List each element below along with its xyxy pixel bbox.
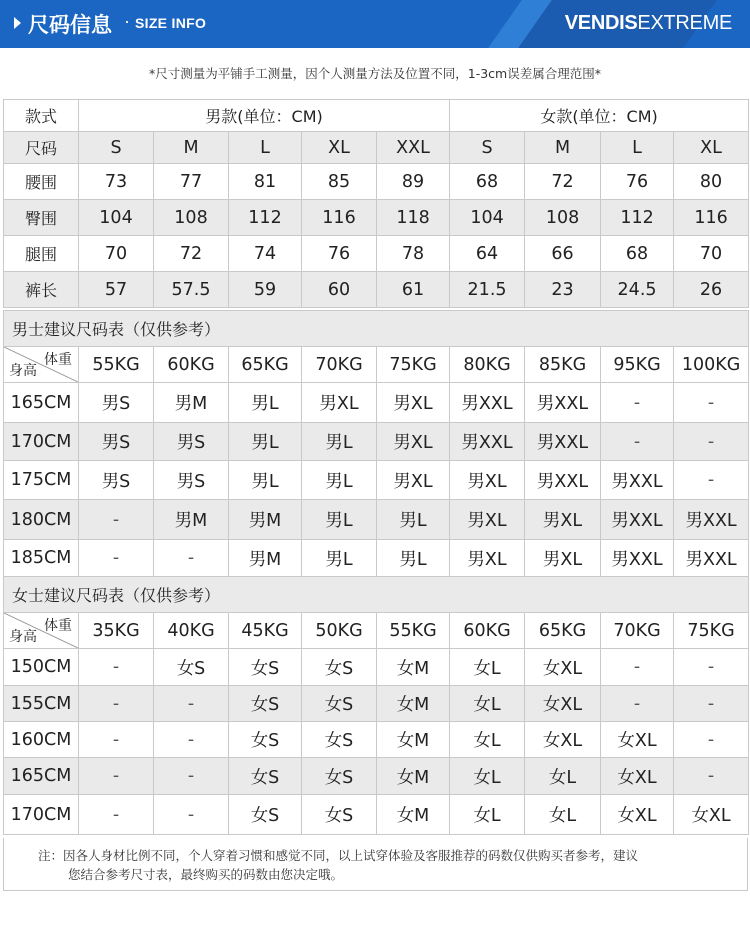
recommended-size: 女S — [229, 795, 302, 835]
weight-height-corner — [4, 613, 79, 649]
measurement-value: 78 — [377, 236, 450, 272]
measurement-value: 21.5 — [450, 272, 525, 308]
weight-cell: 65KG — [525, 613, 601, 649]
measurement-value: 66 — [525, 236, 601, 272]
weight-cell: 75KG — [674, 613, 749, 649]
measurement-value: 116 — [302, 200, 377, 236]
footnote — [3, 838, 748, 891]
height-cell: 175CM — [4, 461, 79, 500]
recommended-size: 男XL — [450, 540, 525, 577]
recommended-size: 女L — [450, 649, 525, 686]
recommendation-row — [4, 540, 749, 577]
measurement-value: 89 — [377, 164, 450, 200]
page-title: 尺码信息 — [28, 13, 112, 37]
size-cell: M — [154, 132, 229, 164]
recommended-size: 女XL — [525, 649, 601, 686]
women-size-table — [3, 576, 749, 835]
recommendation-row — [4, 722, 749, 758]
recommended-size: 女M — [377, 649, 450, 686]
recommended-size: 女M — [377, 795, 450, 835]
recommended-size: 男M — [229, 540, 302, 577]
recommended-size: 男M — [229, 500, 302, 540]
recommended-size: - — [674, 461, 749, 500]
recommended-size: 男XXL — [525, 383, 601, 423]
weight-cell: 50KG — [302, 613, 377, 649]
height-cell: 180CM — [4, 500, 79, 540]
recommended-size: 女S — [229, 649, 302, 686]
recommended-size: 男L — [302, 540, 377, 577]
men-section-title-row — [4, 311, 749, 347]
size-label: 尺码 — [4, 132, 79, 164]
recommended-size: 男S — [79, 383, 154, 423]
recommended-size: 男L — [229, 383, 302, 423]
size-cell: XL — [302, 132, 377, 164]
height-cell: 155CM — [4, 686, 79, 722]
style-label: 款式 — [4, 100, 79, 132]
recommended-size: - — [674, 686, 749, 722]
recommended-size: 女S — [302, 686, 377, 722]
recommended-size: 女L — [450, 686, 525, 722]
height-cell: 170CM — [4, 795, 79, 835]
recommended-size: - — [79, 500, 154, 540]
measurement-value: 74 — [229, 236, 302, 272]
weight-cell: 80KG — [450, 347, 525, 383]
measurement-value: 23 — [525, 272, 601, 308]
recommended-size: - — [154, 686, 229, 722]
brand-bold: VENDIS — [564, 12, 638, 34]
weight-cell: 55KG — [377, 613, 450, 649]
weight-cell: 55KG — [79, 347, 154, 383]
recommended-size: 男L — [229, 423, 302, 461]
triangle-right-icon — [14, 17, 21, 29]
recommendation-row — [4, 758, 749, 795]
recommended-size: 女S — [229, 722, 302, 758]
measurement-value: 72 — [525, 164, 601, 200]
recommended-size: 男M — [154, 500, 229, 540]
recommendation-row — [4, 383, 749, 423]
recommended-size: 女S — [154, 649, 229, 686]
height-cell: 165CM — [4, 383, 79, 423]
weight-cell: 75KG — [377, 347, 450, 383]
recommended-size: - — [674, 722, 749, 758]
recommended-size: 女L — [525, 795, 601, 835]
measurement-label: 腰围 — [4, 164, 79, 200]
recommended-size: 女S — [302, 649, 377, 686]
recommended-size: 男XL — [525, 500, 601, 540]
recommended-size: 男M — [154, 383, 229, 423]
recommendation-row — [4, 649, 749, 686]
measurement-value: 73 — [79, 164, 154, 200]
recommended-size: - — [154, 795, 229, 835]
recommended-size: 男XL — [450, 500, 525, 540]
recommended-size: - — [674, 423, 749, 461]
recommended-size: - — [601, 423, 674, 461]
size-cell: XXL — [377, 132, 450, 164]
weight-cell: 65KG — [229, 347, 302, 383]
men-header: 男款(单位：CM) — [79, 100, 450, 132]
recommended-size: 男L — [302, 461, 377, 500]
recommended-size: 男XXL — [525, 423, 601, 461]
header-banner — [0, 0, 750, 48]
measurement-value: 24.5 — [601, 272, 674, 308]
weight-cell: 100KG — [674, 347, 749, 383]
recommended-size: 男XXL — [450, 383, 525, 423]
women-weight-row — [4, 613, 749, 649]
measurement-label: 臀围 — [4, 200, 79, 236]
recommended-size: 男S — [154, 423, 229, 461]
measurement-label: 裤长 — [4, 272, 79, 308]
weight-label: 体重 — [44, 618, 72, 634]
recommended-size: 男XXL — [674, 500, 749, 540]
height-cell: 160CM — [4, 722, 79, 758]
measurement-value: 64 — [450, 236, 525, 272]
measurement-value: 70 — [79, 236, 154, 272]
measurement-value: 26 — [674, 272, 749, 308]
size-cell: XL — [674, 132, 749, 164]
recommended-size: 男S — [79, 461, 154, 500]
recommended-size: 男L — [377, 540, 450, 577]
title-separator: · — [124, 11, 130, 31]
weight-cell: 60KG — [154, 347, 229, 383]
recommended-size: 女L — [525, 758, 601, 795]
women-section-title: 女士建议尺码表（仅供参考） — [4, 577, 749, 613]
height-cell: 150CM — [4, 649, 79, 686]
recommended-size: 女L — [450, 722, 525, 758]
measurement-row — [4, 200, 749, 236]
height-label: 身高 — [9, 363, 37, 379]
recommended-size: 男L — [229, 461, 302, 500]
measurement-value: 112 — [601, 200, 674, 236]
recommended-size: - — [79, 540, 154, 577]
measurement-value: 81 — [229, 164, 302, 200]
measurement-row — [4, 272, 749, 308]
size-cell: L — [601, 132, 674, 164]
weight-cell: 85KG — [525, 347, 601, 383]
brand-regular: EXTREME — [637, 12, 732, 34]
measurement-value: 72 — [154, 236, 229, 272]
recommended-size: - — [79, 758, 154, 795]
measurement-value: 108 — [154, 200, 229, 236]
measurement-value: 104 — [79, 200, 154, 236]
recommended-size: 男XL — [377, 423, 450, 461]
recommended-size: 男S — [154, 461, 229, 500]
weight-cell: 95KG — [601, 347, 674, 383]
recommended-size: 女S — [229, 686, 302, 722]
measurement-value: 112 — [229, 200, 302, 236]
height-cell: 185CM — [4, 540, 79, 577]
measurement-value: 116 — [674, 200, 749, 236]
recommended-size: 女S — [229, 758, 302, 795]
recommended-size: - — [601, 649, 674, 686]
size-cell: M — [525, 132, 601, 164]
recommended-size: - — [154, 758, 229, 795]
recommended-size: 男L — [302, 500, 377, 540]
weight-cell: 45KG — [229, 613, 302, 649]
recommended-size: - — [154, 540, 229, 577]
recommended-size: - — [674, 758, 749, 795]
measurement-label: 腿围 — [4, 236, 79, 272]
height-label: 身高 — [9, 629, 37, 645]
recommended-size: 男XXL — [601, 500, 674, 540]
recommended-size: 女S — [302, 758, 377, 795]
recommended-size: 男XL — [377, 461, 450, 500]
measurement-value: 70 — [674, 236, 749, 272]
measurement-row — [4, 164, 749, 200]
recommended-size: 女XL — [601, 795, 674, 835]
recommended-size: 女L — [450, 795, 525, 835]
weight-cell: 40KG — [154, 613, 229, 649]
weight-height-corner — [4, 347, 79, 383]
recommended-size: 男XXL — [450, 423, 525, 461]
recommended-size: - — [601, 383, 674, 423]
recommendation-row — [4, 461, 749, 500]
measurement-value: 68 — [450, 164, 525, 200]
recommended-size: - — [79, 649, 154, 686]
recommended-size: 男XL — [302, 383, 377, 423]
weight-label: 体重 — [44, 352, 72, 368]
men-weight-row — [4, 347, 749, 383]
measurement-value: 85 — [302, 164, 377, 200]
recommended-size: 男XXL — [601, 540, 674, 577]
women-section-title-row — [4, 577, 749, 613]
measurement-value: 76 — [302, 236, 377, 272]
recommended-size: - — [79, 686, 154, 722]
measurement-value: 118 — [377, 200, 450, 236]
recommended-size: 男XXL — [674, 540, 749, 577]
recommended-size: 女XL — [674, 795, 749, 835]
recommended-size: - — [601, 686, 674, 722]
weight-cell: 70KG — [302, 347, 377, 383]
brand-logo — [565, 12, 732, 35]
measurement-value: 59 — [229, 272, 302, 308]
measurement-value: 77 — [154, 164, 229, 200]
recommended-size: 女XL — [525, 686, 601, 722]
size-cell: S — [450, 132, 525, 164]
recommended-size: 男L — [302, 423, 377, 461]
recommended-size: 男L — [377, 500, 450, 540]
measurement-value: 104 — [450, 200, 525, 236]
measurement-value: 80 — [674, 164, 749, 200]
recommendation-row — [4, 795, 749, 835]
recommended-size: 女L — [450, 758, 525, 795]
recommended-size: - — [674, 383, 749, 423]
recommended-size: 女XL — [525, 722, 601, 758]
size-cell: S — [79, 132, 154, 164]
page-subtitle: SIZE INFO — [135, 15, 207, 31]
recommended-size: 男XXL — [601, 461, 674, 500]
measurement-value: 57 — [79, 272, 154, 308]
recommended-size: 女M — [377, 722, 450, 758]
measurement-value: 68 — [601, 236, 674, 272]
recommended-size: - — [79, 795, 154, 835]
recommendation-row — [4, 423, 749, 461]
weight-cell: 70KG — [601, 613, 674, 649]
recommendation-row — [4, 500, 749, 540]
measurement-value: 76 — [601, 164, 674, 200]
recommendation-row — [4, 686, 749, 722]
recommended-size: 男XL — [525, 540, 601, 577]
size-row — [4, 132, 749, 164]
men-section-title: 男士建议尺码表（仅供参考） — [4, 311, 749, 347]
recommended-size: - — [79, 722, 154, 758]
recommended-size: 女S — [302, 722, 377, 758]
recommended-size: - — [674, 649, 749, 686]
recommended-size: - — [154, 722, 229, 758]
footnote-line: 注：因各人身材比例不同，个人穿着习惯和感觉不同，以上试穿体验及客服推荐的码数仅供购买者参考，建议 — [38, 848, 639, 863]
recommended-size: 男XXL — [525, 461, 601, 500]
recommended-size: 女M — [377, 686, 450, 722]
recommended-size: 女S — [302, 795, 377, 835]
height-cell: 165CM — [4, 758, 79, 795]
recommended-size: 男XL — [377, 383, 450, 423]
men-size-table — [3, 310, 749, 577]
recommended-size: 女XL — [601, 758, 674, 795]
women-header: 女款(单位：CM) — [450, 100, 749, 132]
height-cell: 170CM — [4, 423, 79, 461]
size-cell: L — [229, 132, 302, 164]
measurement-value: 108 — [525, 200, 601, 236]
measurement-value: 57.5 — [154, 272, 229, 308]
size-table — [3, 99, 749, 308]
size-table-header — [4, 100, 749, 132]
weight-cell: 35KG — [79, 613, 154, 649]
measurement-notice: *尺寸测量为平铺手工测量，因个人测量方法及位置不同，1-3cm误差属合理范围* — [149, 66, 601, 81]
weight-cell: 60KG — [450, 613, 525, 649]
measurement-value: 60 — [302, 272, 377, 308]
measurement-value: 61 — [377, 272, 450, 308]
recommended-size: 男S — [79, 423, 154, 461]
measurement-row — [4, 236, 749, 272]
recommended-size: 女XL — [601, 722, 674, 758]
recommended-size: 男XL — [450, 461, 525, 500]
footnote-line: 您结合参考尺寸表，最终购买的码数由您决定哦。 — [68, 867, 344, 882]
recommended-size: 女M — [377, 758, 450, 795]
